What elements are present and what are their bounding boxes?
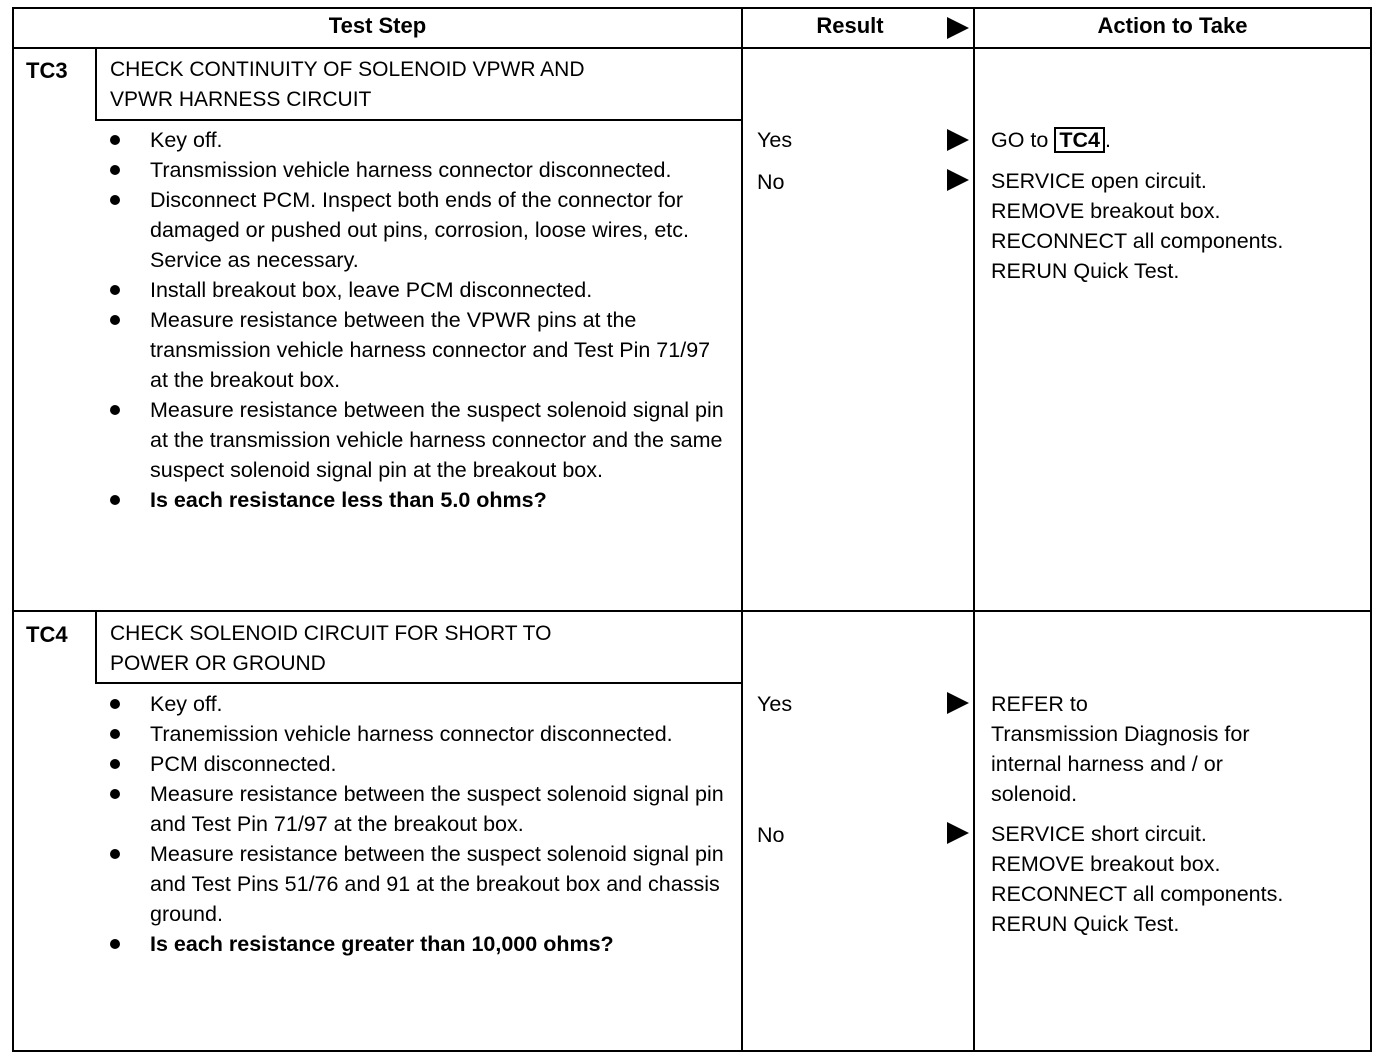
- tc4-result-yes: Yes: [757, 692, 793, 716]
- tc3-action-no: [991, 166, 1371, 286]
- tc3-id-divider: [95, 47, 97, 121]
- list-item: Measure resistance between the VPWR pins at the transmission vehicle harness connector and Test Pin 71/97 at the breakout box.: [104, 305, 724, 395]
- action-text: .: [1104, 128, 1111, 152]
- list-item-question: Is each resistance less than 5.0 ohms?: [104, 485, 724, 515]
- list-item: Disconnect PCM. Inspect both ends of the connector for damaged or pushed out pins, corrosion, loose wires, etc. Service as necessary.: [104, 185, 724, 275]
- list-item: Key off.: [104, 689, 724, 719]
- list-item-question: Is each resistance greater than 10,000 ohms?: [104, 929, 724, 959]
- step-title-line: VPWR HARNESS CIRCUIT: [110, 88, 372, 111]
- header-test-step: Test Step: [328, 13, 427, 38]
- tc4-yes-arrow-icon: [947, 692, 969, 714]
- action-line: SERVICE open circuit.: [991, 169, 1207, 193]
- action-line: REMOVE breakout box.: [991, 199, 1221, 223]
- list-item: Measure resistance between the suspect solenoid signal pin and Test Pin 71/97 at the breakout box.: [104, 779, 724, 839]
- list-item: PCM disconnected.: [104, 749, 724, 779]
- action-line: RECONNECT all components.: [991, 882, 1284, 906]
- action-line: RERUN Quick Test.: [991, 259, 1180, 283]
- step-title-line: CHECK SOLENOID CIRCUIT FOR SHORT TO: [110, 622, 552, 645]
- step-title-line: POWER OR GROUND: [110, 652, 326, 675]
- action-line: SERVICE short circuit.: [991, 822, 1207, 846]
- tc4-id-divider: [95, 610, 97, 684]
- action-line: RERUN Quick Test.: [991, 912, 1180, 936]
- action-text: GO to: [991, 128, 1055, 152]
- header-bottom-border: [12, 47, 1372, 49]
- action-line: Transmission Diagnosis for: [991, 722, 1250, 746]
- action-line: REFER to: [991, 692, 1088, 716]
- list-item: Transmission vehicle harness connector disconnected.: [104, 155, 724, 185]
- table-bottom-border: [12, 1050, 1372, 1052]
- action-line: internal harness and / or: [991, 752, 1223, 776]
- test-step-column-divider: [741, 7, 743, 1052]
- list-item: Measure resistance between the suspect solenoid signal pin at the transmission vehicle harness connector and the same suspect solenoid signal pin at the breakout box.: [104, 395, 724, 485]
- tc4-result-no: No: [757, 823, 785, 847]
- step-title-line: CHECK CONTINUITY OF SOLENOID VPWR AND: [110, 58, 585, 81]
- list-item: Key off.: [104, 125, 724, 155]
- tc3-no-arrow-icon: [947, 169, 969, 191]
- header-arrow-icon: [947, 17, 969, 39]
- tc3-yes-arrow-icon: [947, 129, 969, 151]
- table-top-border: [12, 7, 1372, 9]
- tc3-bullet-list: [104, 125, 724, 515]
- action-line: solenoid.: [991, 782, 1078, 806]
- step-id-tc4: TC4: [26, 622, 68, 647]
- list-item: Install breakout box, leave PCM disconnected.: [104, 275, 724, 305]
- action-line: REMOVE breakout box.: [991, 852, 1221, 876]
- tc3-action-yes: [991, 125, 1371, 155]
- list-item: Tranemission vehicle harness connector disconnected.: [104, 719, 724, 749]
- tc4-title-underline: [95, 682, 741, 684]
- action-line: RECONNECT all components.: [991, 229, 1284, 253]
- row-divider: [12, 610, 1372, 612]
- step-id-tc3: TC3: [26, 58, 68, 83]
- tc4-no-arrow-icon: [947, 822, 969, 844]
- tc3-title-underline: [95, 119, 741, 121]
- table-left-border: [12, 7, 14, 1052]
- result-column-divider: [973, 7, 975, 1052]
- tc4-action-no: [991, 819, 1371, 939]
- list-item: Measure resistance between the suspect solenoid signal pin and Test Pins 51/76 and 91 at the breakout box and chassis ground.: [104, 839, 724, 929]
- tc4-action-yes: [991, 689, 1371, 809]
- tc4-bullet-list: [104, 689, 724, 959]
- step-title-tc4: [110, 619, 730, 679]
- tc3-result-no: No: [757, 170, 785, 194]
- tc4-reference-link[interactable]: TC4: [1054, 127, 1105, 153]
- header-action: Action to Take: [1097, 13, 1248, 38]
- tc3-result-yes: Yes: [757, 128, 793, 152]
- header-result: Result: [816, 13, 884, 38]
- step-title-tc3: [110, 55, 730, 115]
